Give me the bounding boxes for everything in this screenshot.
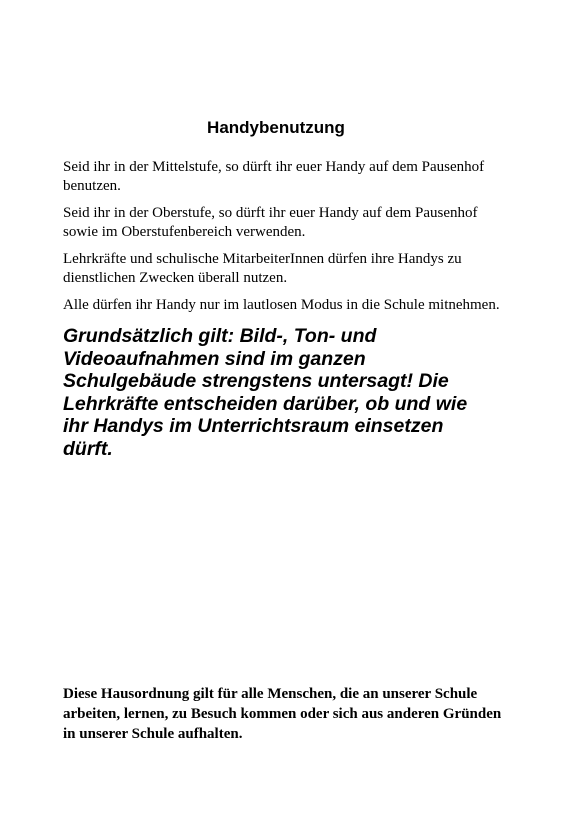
footer-note: Diese Hausordnung gilt für alle Menschen, die an unserer Schule arbeiten, lernen, zu Besuch kommen oder sich aus anderen Gründen in unserer Schule aufhalten. [63,686,502,742]
paragraph-mittelstufe: Seid ihr in der Mittelstufe, so dürft ihr euer Handy auf dem Pausenhof benutzen. [63,159,485,194]
paragraph-oberstufe: Seid ihr in der Oberstufe, so dürft ihr euer Handy auf dem Pausenhof sowie im Oberstufenbereich verwenden. [63,205,478,240]
paragraph-lautlos: Alle dürfen ihr Handy nur im lautlosen Modus in die Schule mitnehmen. [63,297,500,313]
emphasis-rule: Grundsätzlich gilt: Bild-, Ton- und Videoaufnahmen sind im ganzen Schulgebäude strengstens untersagt! Die Lehrkräfte entscheiden darüber, ob und wie ihr Handys im Unterrichtsraum einsetzen dürft. [63,325,468,460]
page-title: Handybenutzung [207,118,345,137]
paragraph-lehrkraefte: Lehrkräfte und schulische MitarbeiterInnen dürfen ihre Handys zu dienstlichen Zwecken überall nutzen. [63,251,462,286]
document-body [63,158,503,460]
